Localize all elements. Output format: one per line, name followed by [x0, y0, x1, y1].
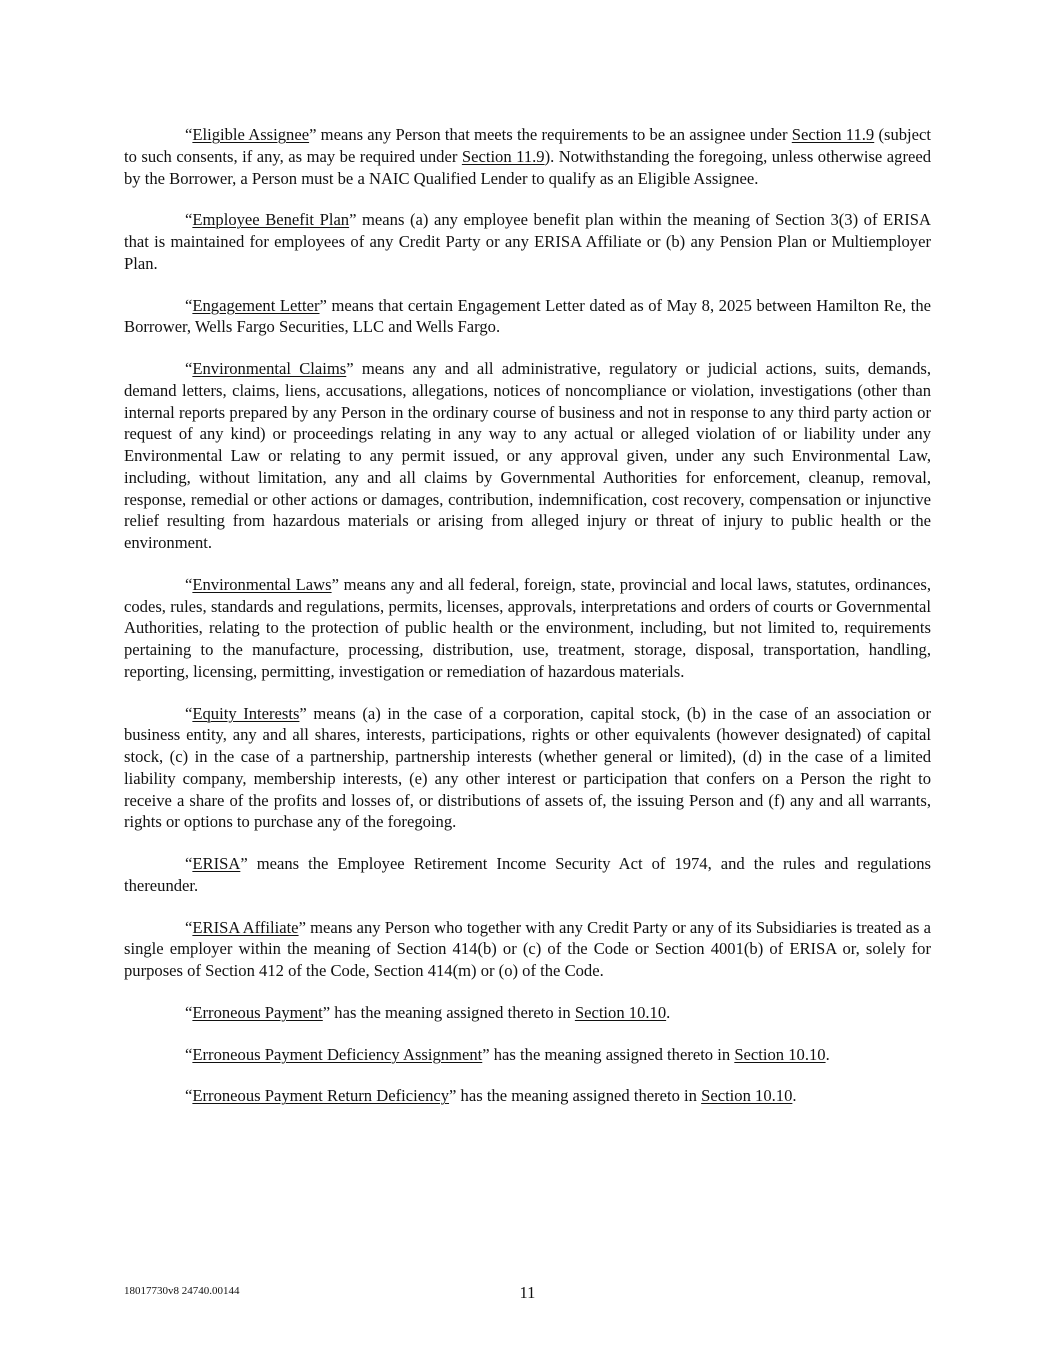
defined-term: Eligible Assignee: [192, 125, 310, 144]
definition-engagement-letter: “Engagement Letter” means that certain Engagement Letter dated as of May 8, 2025 between Hamilton Re, the Borrower, Wells Fargo Securities, LLC and Wells Fargo.: [124, 295, 932, 337]
defined-term: ERISA: [192, 854, 241, 873]
defined-term: Employee Benefit Plan: [192, 210, 350, 230]
definition-erisa-affiliate: “ERISA Affiliate” means any Person who together with any Credit Party or any of its Subsidiaries is treated as a single employer within the meaning of Section 414(b) or (c) of the Code or Section 4001(b) of ERISA or, solely for purposes of Section 412 of the Code, Section 414(m) or (o) of the Code.: [124, 917, 932, 980]
document-page: [124, 124, 931, 1127]
document-id-footer: 18017730v8 24740.00144: [124, 1285, 240, 1297]
section-reference-link[interactable]: Section 10.10: [734, 1044, 826, 1064]
definition-environmental-laws: “Environmental Laws” means any and all federal, foreign, state, provincial and local laws, statutes, ordinances, codes, rules, standards and regulations, permits, licenses, approvals, interpretations and orders of courts or Governmental Authorities, relating to the protection of public health or the environment, including, but not limited to, requirements pertaining to the manufacture, processing, distribution, use, treatment, storage, disposal, transportation, handling, reporting, licensing, permitting, investigation or remediation of hazardous materials.: [124, 574, 931, 681]
section-reference-link[interactable]: Section 10.10: [701, 1086, 793, 1106]
defined-term: Erroneous Payment Deficiency Assignment: [192, 1044, 483, 1064]
definition-erroneous-payment-return-deficiency: “Erroneous Payment Return Deficiency” has the meaning assigned thereto in Section 10.10.: [185, 1086, 797, 1106]
defined-term: Environmental Laws: [192, 574, 332, 594]
definition-employee-benefit-plan: “Employee Benefit Plan” means (a) any employee benefit plan within the meaning of Section 3(3) of ERISA that is maintained for employees of any Credit Party or any ERISA Affiliate or (b) any Pension Plan or Multiemployer Plan.: [124, 210, 931, 273]
section-reference-link[interactable]: Section 11.9: [461, 146, 545, 166]
definition-equity-interests: “Equity Interests” means (a) in the case of a corporation, capital stock, (b) in the case of an association or business entity, any and all shares, interests, participations, rights or other equivalents (however designated) of capital stock, (c) in the case of a partnership, partnership interests (whether general or limited), (d) in the case of a limited liability company, membership interests, (e) any other interest or participation that confers on a Person the right to receive a share of the profits and losses of, or distributions of assets of, the issuing Person and (f) any and all warrants, rights or options to purchase any of the foregoing.: [124, 703, 931, 832]
definition-erisa: “ERISA” means the Employee Retirement Income Security Act of 1974, and the rules and regulations thereunder.: [124, 854, 931, 895]
defined-term: Environmental Claims: [192, 359, 347, 378]
defined-term: Equity Interests: [192, 703, 300, 723]
page-number: 11: [519, 1283, 536, 1302]
definition-eligible-assignee: “Eligible Assignee” means any Person that meets the requirements to be an assignee under Section 11.9 (subject to such consents, if any, as may be required under Section 11.9). Notwithstanding the foregoing, unless otherwise agreed by the Borrower, a Person must be a NAIC Qualified Lender to qualify as an Eligible Assignee.: [124, 125, 931, 188]
defined-term: ERISA Affiliate: [192, 917, 299, 937]
definition-erroneous-payment: “Erroneous Payment” has the meaning assigned thereto in Section 10.10.: [185, 1002, 671, 1022]
definition-environmental-claims: “Environmental Claims” means any and all administrative, regulatory or judicial actions, suits, demands, demand letters, claims, liens, accusations, allegations, notices of noncompliance or violation, investigations (other than internal reports prepared by any Person in the ordinary course of business and not in response to any third party action or request of any kind) or proceedings relating in any way to any actual or alleged violation of or liability under any Environmental Law or relating to any permit issued, or any approval given, under any such Environmental Law, including, without limitation, any and all claims by Governmental Authorities for enforcement, cleanup, removal, response, remedial or other actions or damages, contribution, indemnification, cost recovery, compensation or injunctive relief resulting from hazardous materials or arising from alleged injury or threat of injury to public health or the environment.: [124, 359, 931, 552]
defined-term: Erroneous Payment: [192, 1002, 323, 1022]
defined-term: Erroneous Payment Return Deficiency: [192, 1086, 450, 1106]
section-reference-link[interactable]: Section 10.10: [574, 1002, 667, 1022]
section-reference-link[interactable]: Section 11.9: [791, 125, 875, 144]
defined-term: Engagement Letter: [192, 295, 320, 315]
definition-erroneous-payment-deficiency-assignment: “Erroneous Payment Deficiency Assignment” has the meaning assigned thereto in Section 10.10.: [185, 1044, 830, 1064]
